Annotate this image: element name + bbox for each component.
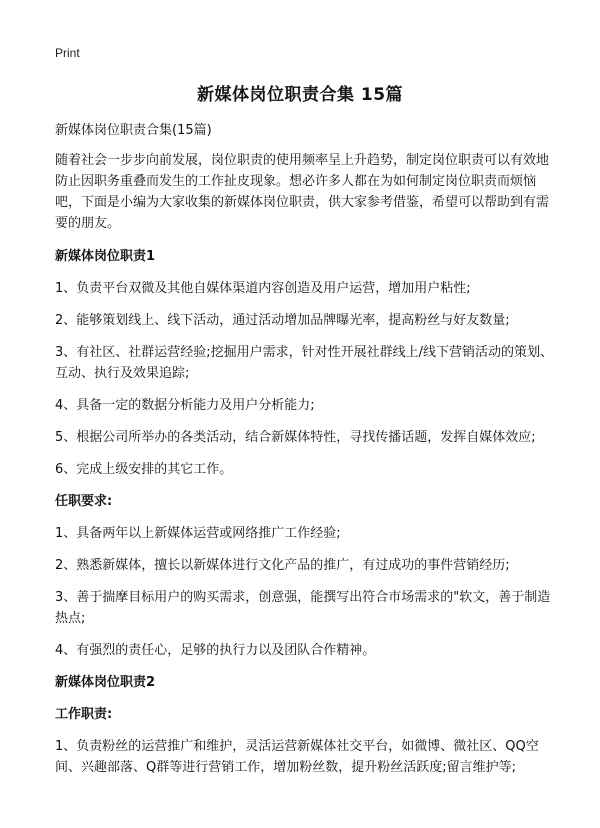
document-subtitle: 新媒体岗位职责合集(15篇) bbox=[55, 123, 212, 138]
duty-item: 1、负责粉丝的运营推广和维护，灵活运营新媒体社交平台，如微博、微社区、QQ空间、兴趣部落、Q群等进行营销工作，增加粉丝数，提升粉丝活跃度;留言维护等; bbox=[55, 739, 539, 775]
page-title: 新媒体岗位职责合集 15篇 bbox=[196, 85, 404, 105]
duty-item: 3、有社区、社群运营经验;挖掘用户需求，针对性开展社群线上/线下营销活动的策划、互动、执行及效果追踪; bbox=[55, 345, 554, 381]
duty-item: 4、具备一定的数据分析能力及用户分析能力; bbox=[55, 398, 315, 413]
requirement-item: 1、具备两年以上新媒体运营或网络推广工作经验; bbox=[55, 526, 341, 541]
duties-heading: 工作职责: bbox=[55, 707, 113, 722]
requirement-item: 4、有强烈的责任心，足够的执行力以及团队合作精神。 bbox=[55, 643, 376, 658]
section-heading-1: 新媒体岗位职责1 bbox=[55, 249, 156, 264]
duty-item: 2、能够策划线上、线下活动，通过活动增加品牌曝光率，提高粉丝与好友数量; bbox=[55, 313, 510, 328]
duty-item: 6、完成上级安排的其它工作。 bbox=[55, 462, 233, 477]
print-link[interactable]: Print bbox=[55, 46, 80, 60]
requirement-item: 2、熟悉新媒体，擅长以新媒体进行文化产品的推广，有过成功的事件营销经历; bbox=[55, 558, 510, 573]
section-heading-2: 新媒体岗位职责2 bbox=[55, 675, 156, 690]
document-body bbox=[55, 120, 555, 789]
requirements-heading: 任职要求: bbox=[55, 494, 113, 509]
intro-paragraph: 随着社会一步步向前发展，岗位职责的使用频率呈上升趋势，制定岗位职责可以有效地防止因职务重叠而发生的工作扯皮现象。想必许多人都在为如何制定岗位职责而烦恼吧，下面是小编为大家收集的新媒体岗位职责，供大家参考借鉴，希望可以帮助到有需要的朋友。 bbox=[55, 153, 550, 231]
duty-item: 5、根据公司所举办的各类活动，结合新媒体特性，寻找传播话题，发挥自媒体效应; bbox=[55, 430, 536, 445]
requirement-item: 3、善于揣摩目标用户的购买需求，创意强，能撰写出符合市场需求的"软文，善于制造热点; bbox=[55, 590, 551, 626]
duty-item: 1、负责平台双微及其他自媒体渠道内容创造及用户运营，增加用户粘性; bbox=[55, 281, 471, 296]
